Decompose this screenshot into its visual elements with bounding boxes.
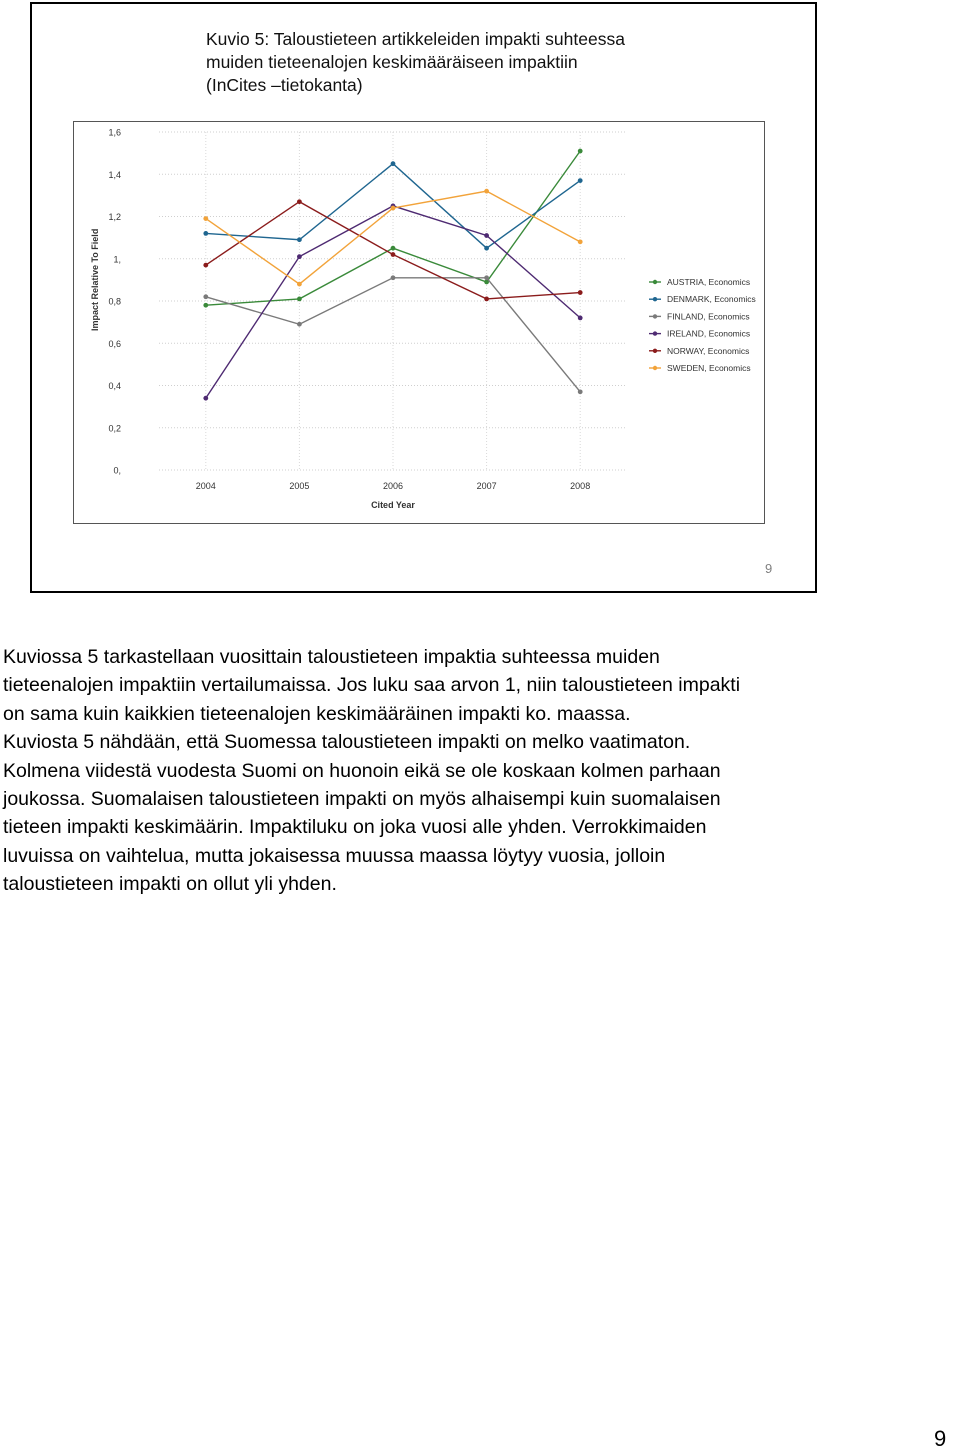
- y-tick-label: 0,4: [108, 381, 121, 391]
- legend-swatch-marker: [653, 349, 657, 353]
- x-axis-label: Cited Year: [371, 500, 415, 510]
- data-point: [297, 254, 302, 259]
- y-tick-label: 0,8: [108, 296, 121, 307]
- data-point: [203, 303, 208, 308]
- data-point: [203, 294, 208, 299]
- legend-swatch-marker: [653, 366, 657, 370]
- page-number: 9: [934, 1426, 947, 1451]
- chart-frame: [73, 121, 765, 524]
- data-point: [297, 199, 302, 204]
- data-point: [391, 161, 396, 166]
- x-tick-label: 2008: [570, 481, 591, 491]
- data-point: [484, 296, 489, 301]
- legend-swatch-marker: [653, 280, 657, 284]
- x-tick-label: 2005: [289, 481, 310, 491]
- line-chart: [74, 122, 764, 523]
- data-point: [391, 246, 396, 251]
- data-point: [203, 263, 208, 268]
- body-text-line: Kuviosta 5 nähdään, että Suomessa taloustieteen impakti on melko vaatimaton.: [3, 731, 691, 754]
- legend-swatch-marker: [653, 331, 657, 335]
- legend-entry-label: FINLAND, Economics: [667, 311, 750, 322]
- body-text-line: joukossa. Suomalaisen taloustieteen impakti on myös alhaisempi kuin suomalaisen: [3, 788, 721, 811]
- y-tick-label: 1,4: [108, 169, 121, 180]
- legend-entry-label: NORWAY, Economics: [667, 345, 750, 356]
- data-point: [484, 246, 489, 251]
- x-tick-label: 2004: [195, 481, 216, 491]
- body-text-line: Kuviossa 5 tarkastellaan vuosittain taloustieteen impaktia suhteessa muiden: [3, 646, 660, 668]
- y-axis-label: Impact Relative To Field: [90, 228, 100, 332]
- legend-swatch-marker: [653, 297, 657, 301]
- x-tick-label: 2006: [382, 481, 404, 491]
- data-point: [578, 178, 583, 183]
- data-point: [484, 189, 489, 194]
- body-text-line: on sama kuin kaikkien tieteenalojen keskimääräinen impakti ko. maassa.: [3, 702, 631, 725]
- slide-title: [206, 28, 686, 97]
- data-point: [578, 389, 583, 394]
- y-tick-label: 1,2: [108, 212, 121, 222]
- y-tick-label: 0,: [113, 465, 121, 476]
- data-point: [484, 275, 489, 280]
- y-tick-label: 0,6: [108, 338, 121, 349]
- data-point: [578, 149, 583, 154]
- slide-title-line: muiden tieteenalojen keskimääräiseen impaktiin: [206, 52, 578, 72]
- body-text-line: taloustieteen impakti on ollut yli yhden.: [3, 873, 337, 896]
- body-text-line: tieteenalojen impaktiin vertailumaissa. Jos luku saa arvon 1, niin taloustieteen impakti: [3, 674, 741, 697]
- y-tick-label: 1,6: [108, 127, 121, 138]
- legend-entry-label: IRELAND, Economics: [667, 328, 751, 339]
- data-point: [391, 206, 396, 211]
- x-tick-label: 2007: [476, 481, 497, 491]
- slide-frame: [30, 2, 817, 593]
- body-text-line: tieteen impakti keskimäärin. Impaktiluku on joka vuosi alle yhden. Verrokkimaiden: [3, 816, 707, 839]
- body-text: [3, 643, 953, 899]
- data-point: [391, 252, 396, 257]
- data-point: [297, 322, 302, 327]
- data-point: [578, 316, 583, 321]
- y-tick-label: 1,: [113, 254, 121, 265]
- body-text-line: luvuissa on vaihtelua, mutta jokaisessa muussa maassa löytyy vuosia, jolloin: [3, 844, 666, 867]
- legend-entry-label: DENMARK, Economics: [667, 294, 756, 305]
- body-text-line: Kolmena viidestä vuodesta Suomi on huonoin eikä se ole koskaan kolmen parhaan: [3, 759, 721, 782]
- data-point: [203, 231, 208, 236]
- data-point: [203, 216, 208, 221]
- slide-page-number: 9: [765, 561, 773, 576]
- data-point: [203, 396, 208, 401]
- data-point: [297, 237, 302, 242]
- legend-entry-label: AUSTRIA, Economics: [667, 277, 751, 287]
- y-tick-label: 0,2: [108, 423, 121, 434]
- data-point: [578, 290, 583, 295]
- data-point: [578, 239, 583, 244]
- legend-entry-label: SWEDEN, Economics: [667, 363, 751, 373]
- slide-title-line: (InCites –tietokanta): [206, 75, 363, 95]
- data-point: [484, 233, 489, 238]
- legend-swatch-marker: [653, 314, 657, 318]
- slide-title-line: Kuvio 5: Taloustieteen artikkeleiden impakti suhteessa: [206, 29, 625, 49]
- data-point: [391, 275, 396, 280]
- data-point: [297, 296, 302, 301]
- data-point: [297, 282, 302, 287]
